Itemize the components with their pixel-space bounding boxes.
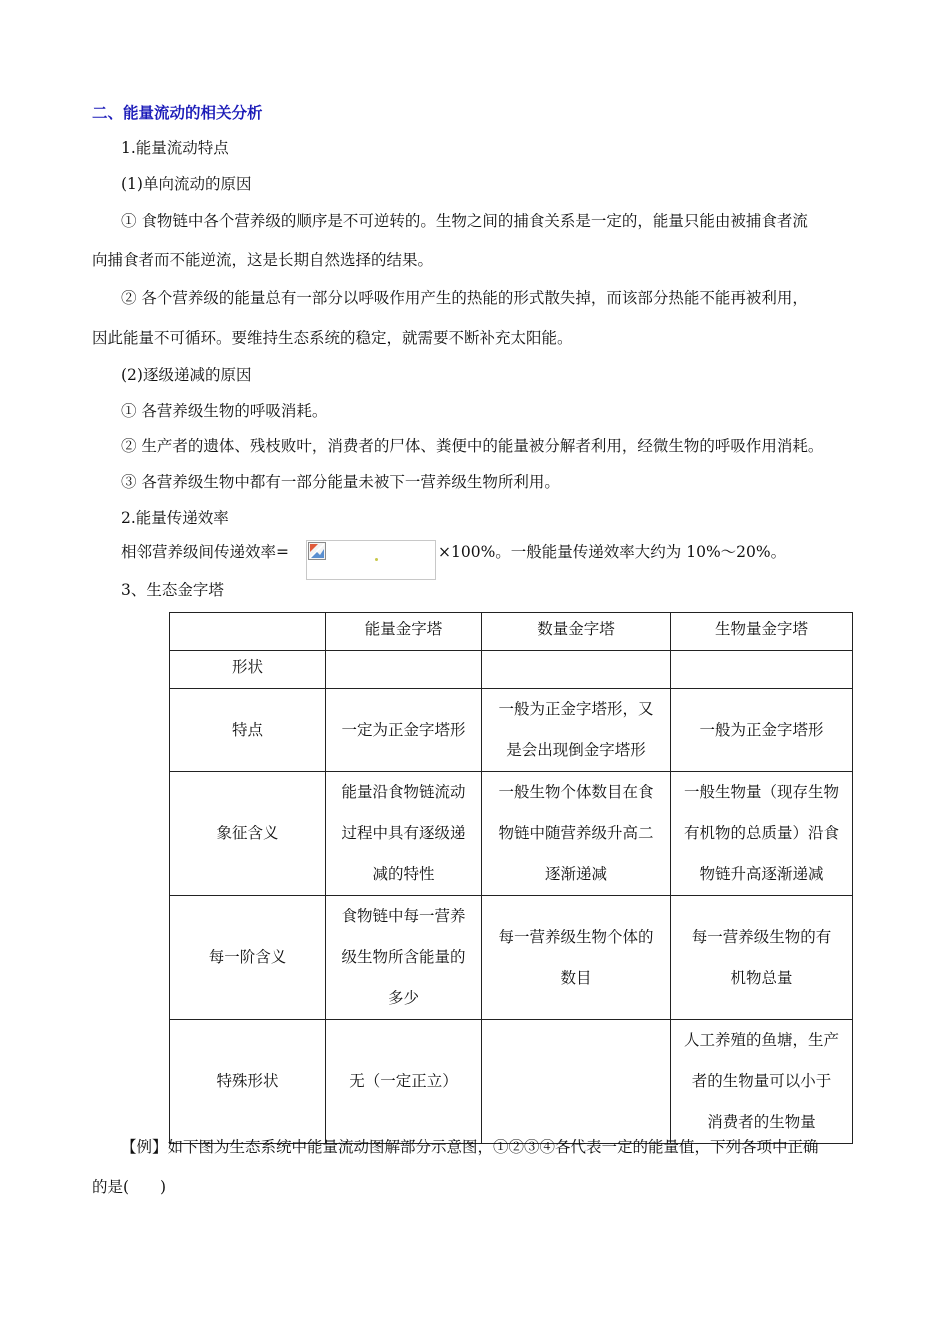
artifact-dot [375, 558, 378, 561]
table-header-row [170, 613, 853, 651]
ecological-pyramid-table [169, 612, 853, 1144]
table-cell [326, 651, 482, 689]
example-line-2: 的是( ) [92, 1178, 167, 1196]
table-cell-line: 数目 [560, 968, 592, 987]
table-cell-line: 多少 [387, 989, 419, 1007]
table-cell-line: 一般生物量（现存生物 [683, 783, 839, 801]
subheading-3: 3、生态金字塔 [121, 581, 224, 599]
table-row [170, 896, 853, 1020]
example-line-1: 【例】如下图为生态系统中能量流动图解部分示意图，①②③④各代表一定的能量值，下列各项中正确 [121, 1138, 819, 1156]
table-cell-line: 一定为正金字塔形 [341, 720, 466, 739]
subheading-1: 1.能量流动特点 [121, 139, 229, 157]
paragraph-1-line-2: 向捕食者而不能逆流，这是长期自然选择的结果。 [92, 251, 434, 269]
table-header-cell [170, 613, 326, 651]
table-cell-line: 物链升高逐渐递减 [699, 865, 824, 883]
table-cell-line: 逐渐递减 [544, 865, 607, 883]
table-cell-line: 每一营养级生物的有 [691, 927, 832, 946]
table-cell [671, 651, 853, 689]
table-cell [326, 896, 482, 1020]
paragraph-2-line-2: 因此能量不可循环。要维持生态系统的稳定，就需要不断补充太阳能。 [92, 329, 573, 347]
table-cell-line: 食物链中每一营养 [341, 907, 466, 925]
table-header-cell: 能量金字塔 [326, 613, 482, 651]
table-cell-line: 每一营养级生物个体的 [498, 927, 654, 946]
table-cell [482, 1020, 671, 1144]
table-cell [671, 896, 853, 1020]
section-title: 二、能量流动的相关分析 [92, 104, 263, 122]
efficiency-prefix: 相邻营养级间传递效率= [121, 543, 289, 561]
table-header-cell: 生物量金字塔 [671, 613, 853, 651]
table-row [170, 1020, 853, 1144]
table-cell-line: 是会出现倒金字塔形 [506, 741, 646, 759]
table-cell-line: 无（一定正立） [349, 1072, 458, 1090]
subheading-1-2: (2)逐级递减的原因 [121, 366, 252, 384]
broken-image-icon [308, 542, 326, 560]
table-cell [326, 1020, 482, 1144]
table-cell-line: 机物总量 [730, 968, 793, 987]
reason-1: ① 各营养级生物的呼吸消耗。 [121, 402, 328, 420]
table-row-label: 特殊形状 [170, 1020, 326, 1144]
table-row-label: 形状 [170, 651, 326, 689]
table-cell-line: 一般生物个体数目在食 [498, 783, 654, 801]
table-cell-line: 过程中具有逐级递 [341, 824, 466, 842]
table-cell-line: 有机物的总质量）沿食 [683, 824, 839, 842]
table-row [170, 651, 853, 689]
table-cell-line: 能量沿食物链流动 [341, 783, 466, 801]
table-cell [671, 772, 853, 896]
subheading-2: 2.能量传递效率 [121, 509, 229, 527]
table-cell-line: 级生物所含能量的 [341, 948, 466, 966]
reason-2: ② 生产者的遗体、残枝败叶，消费者的尸体、粪便中的能量被分解者利用，经微生物的呼吸作用消耗。 [121, 437, 824, 455]
paragraph-2-line-1: ② 各个营养级的能量总有一部分以呼吸作用产生的热能的形式散失掉，而该部分热能不能再被利用， [121, 289, 808, 307]
table-row [170, 689, 853, 772]
table-row-label: 特点 [170, 689, 326, 772]
subheading-1-1: (1)单向流动的原因 [121, 175, 252, 193]
efficiency-suffix: ×100%。一般能量传递效率大约为 10%～20%。 [438, 543, 787, 561]
formula-image-placeholder [306, 540, 436, 580]
table-row-label: 每一阶含义 [170, 896, 326, 1020]
table-cell-line: 消费者的生物量 [707, 1113, 816, 1131]
table-cell-line: 一般为正金字塔形，又 [498, 700, 654, 718]
table-cell [326, 772, 482, 896]
table-row-label: 象征含义 [170, 772, 326, 896]
table-cell-line: 一般为正金字塔形 [699, 720, 824, 739]
table-cell-line: 人工养殖的鱼塘，生产 [683, 1031, 839, 1049]
table-cell [482, 651, 671, 689]
table-cell [671, 689, 853, 772]
table-cell-line: 者的生物量可以小于 [691, 1072, 832, 1090]
table-cell-line: 物链中随营养级升高二 [498, 824, 654, 842]
table-cell [482, 689, 671, 772]
table-cell-line: 减的特性 [372, 865, 435, 883]
table-cell [326, 689, 482, 772]
table-cell [671, 1020, 853, 1144]
reason-3: ③ 各营养级生物中都有一部分能量未被下一营养级生物所利用。 [121, 473, 560, 491]
table-cell [482, 772, 671, 896]
table-header-cell: 数量金字塔 [482, 613, 671, 651]
paragraph-1-line-1: ① 食物链中各个营养级的顺序是不可逆转的。生物之间的捕食关系是一定的，能量只能由被捕食者流 [121, 212, 808, 230]
table-cell [482, 896, 671, 1020]
table-row [170, 772, 853, 896]
